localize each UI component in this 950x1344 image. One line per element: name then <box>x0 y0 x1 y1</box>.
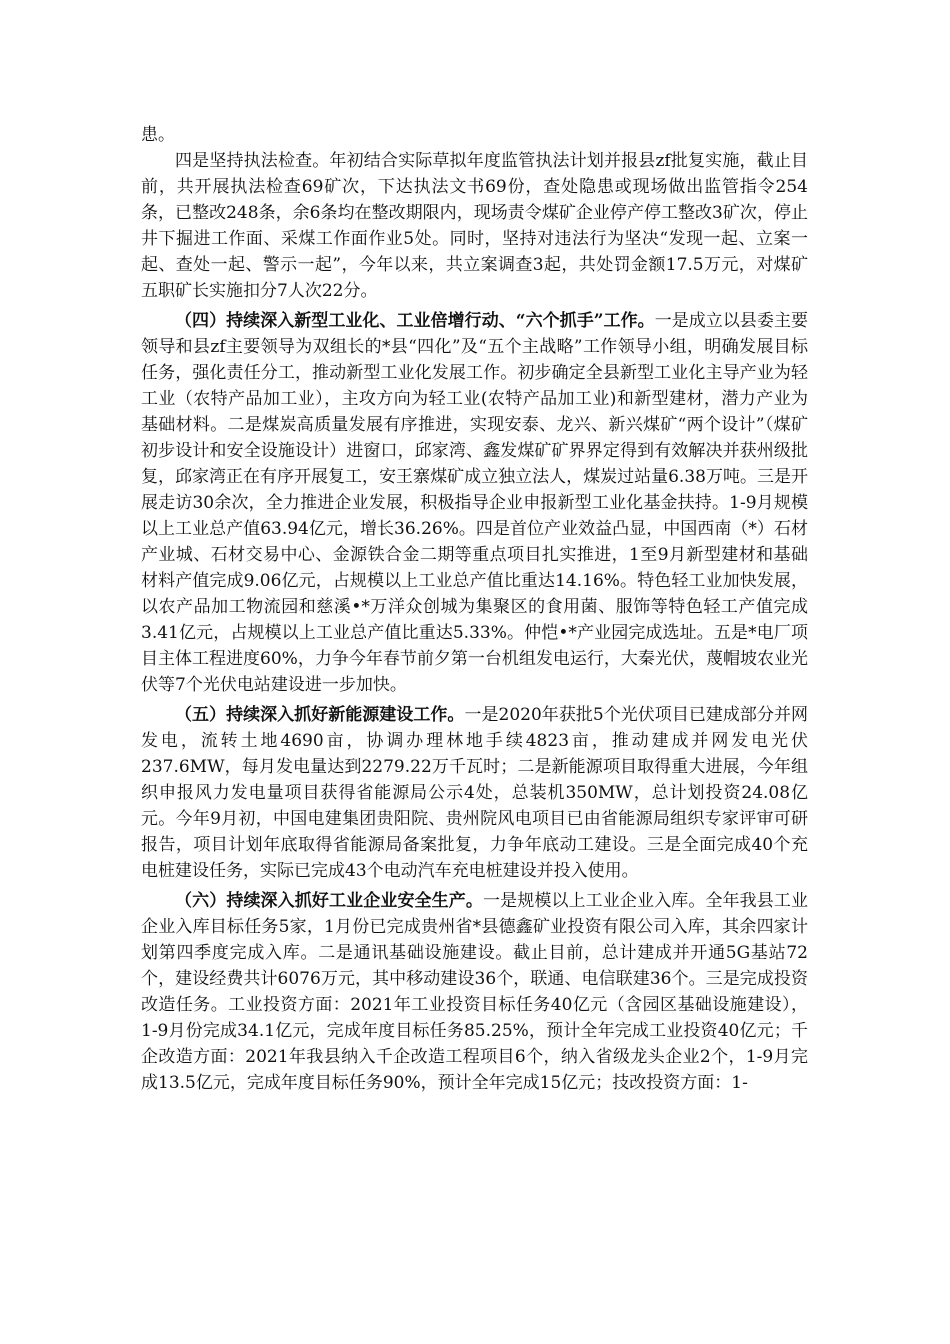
section-heading: （四）持续深入新型工业化、工业倍增行动、“六个抓手”工作。 <box>175 311 655 331</box>
paragraph-text: 患。 <box>141 125 175 145</box>
paragraph-new-energy <box>141 702 808 884</box>
paragraph-text: 四是坚持执法检查。年初结合实际草拟年度监管执法计划并报县zf批复实施，截止目前，共开展执法检查69矿次，下达执法文书69份，查处隐患或现场做出监管指令254条，已整改248条，余6条均在整改期限内，现场责令煤矿企业停产停工整改3矿次，停止井下掘进工作面、采煤工作面作业5处。同时，坚持对违法行为坚决“发现一起、立案一起、查处一起、警示一起”，今年以来，共立案调查3起，共处罚金额17.5万元，对煤矿五职矿长实施扣分7人次22分。 <box>141 151 808 301</box>
paragraph-continuation <box>141 122 808 148</box>
document-body <box>141 122 808 1096</box>
section-heading: （五）持续深入抓好新能源建设工作。 <box>175 705 465 725</box>
paragraph-new-industrialization <box>141 308 808 698</box>
paragraph-industrial-safety <box>141 888 808 1096</box>
paragraph-text: 一是规模以上工业企业入库。全年我县工业企业入库目标任务5家，1月份已完成贵州省*县德鑫矿业投资有限公司入库，其余四家计划第四季度完成入库。二是通讯基础设施建设。截止目前，总计建成并开通5G基站72个，建设经费共计6076万元，其中移动建设36个，联通、电信联建36个。三是完成投资改造任务。工业投资方面：2021年工业投资目标任务40亿元（含园区基础设施建设），1-9月份完成34.1亿元，完成年度目标任务85.25%，预计全年完成工业投资40亿元；千企改造方面：2021年我县纳入千企改造工程项目6个，纳入省级龙头企业2个，1-9月完成13.5亿元，完成年度目标任务90%，预计全年完成15亿元；技改投资方面：1- <box>141 891 808 1093</box>
paragraph-text: 一是2020年获批5个光伏项目已建成部分并网发电，流转土地4690亩，协调办理林地手续4823亩，推动建成并网发电光伏237.6MW，每月发电量达到2279.22万千瓦时；二是新能源项目取得重大进展，今年组织申报风力发电量项目获得省能源局公示4处，总装机350MW，总计划投资24.08亿元。今年9月初，中国电建集团贵阳院、贵州院风电项目已由省能源局组织专家评审可研报告，项目计划年底取得省能源局备案批复，力争年底动工建设。三是全面完成40个充电桩建设任务，实际已完成43个电动汽车充电桩建设并投入使用。 <box>141 705 808 881</box>
paragraph-text: 一是成立以县委主要领导和县zf主要领导为双组长的*县“四化”及“五个主战略”工作领导小组，明确发展目标任务，强化责任分工，推动新型工业化发展工作。初步确定全县新型工业化主导产业为轻工业（农特产品加工业），主攻方向为轻工业(农特产品加工业)和新型建材，潜力产业为基础材料。二是煤炭高质量发展有序推进，实现安泰、龙兴、新兴煤矿“两个设计”（煤矿初步设计和安全设施设计）进窗口，邱家湾、鑫发煤矿矿界界定得到有效解决并获州级批复，邱家湾正在有序开展复工，安王寨煤矿成立独立法人，煤炭过站量6.38万吨。三是开展走访30余次，全力推进企业发展，积极指导企业申报新型工业化基金扶持。1-9月规模以上工业总产值63.94亿元，增长36.26%。四是首位产业效益凸显，中国西南（*）石材产业城、石材交易中心、金源铁合金二期等重点项目扎实推进，1至9月新型建材和基础材料产值完成9.06亿元，占规模以上工业总产值比重达14.16%。特色轻工业加快发展，以农产品加工物流园和慈溪•*万洋众创城为集聚区的食用菌、服饰等特色轻工产值完成3.41亿元，占规模以上工业总产值比重达5.33%。仲恺•*产业园完成选址。五是*电厂项目主体工程进度60%，力争今年春节前夕第一台机组发电运行，大秦光伏，蔑帽坡农业光伏等7个光伏电站建设进一步加快。 <box>141 311 808 695</box>
section-heading: （六）持续深入抓好工业企业安全生产。 <box>175 891 483 911</box>
paragraph-law-enforcement <box>141 148 808 304</box>
